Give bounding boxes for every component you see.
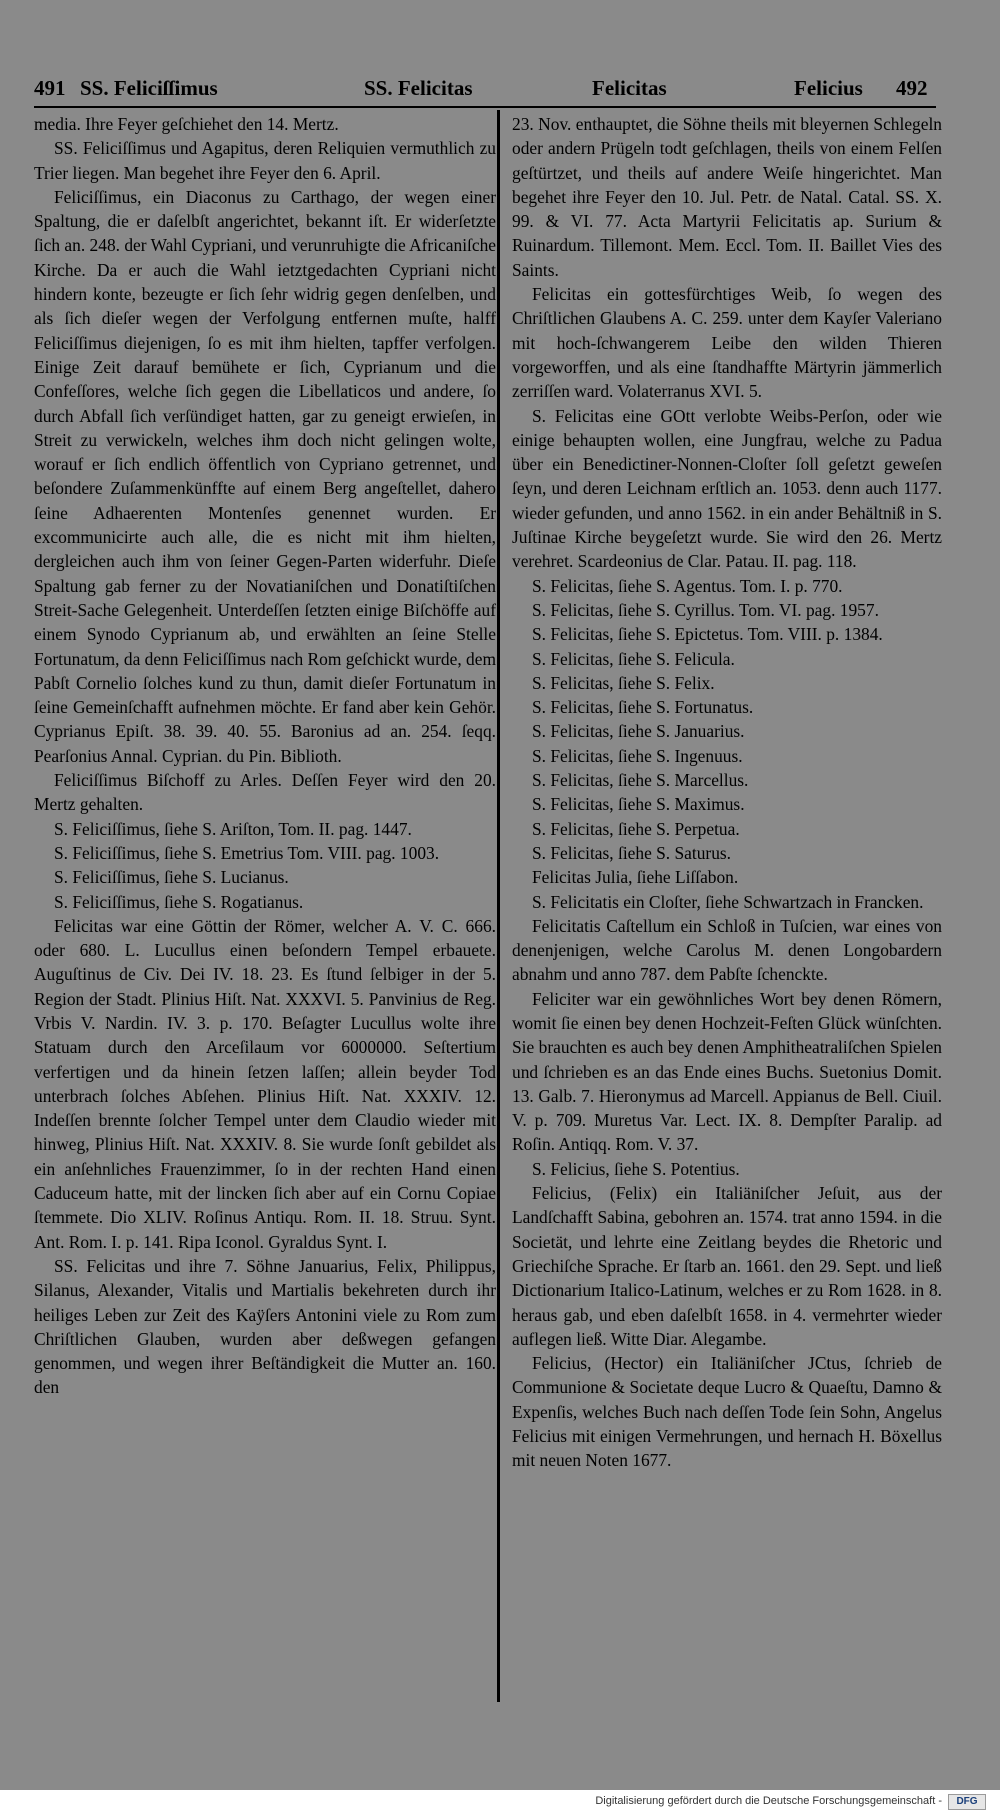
entry: S. Felicitas, ſiehe S. Perpetua. [532, 818, 740, 839]
entry: media. Ihre Feyer geſchiehet den 14. Mertz. [34, 114, 339, 134]
entry: Felicitas war eine Göttin der Römer, welcher A. V. C. 666. oder 680. L. Lucullus einen beſondern Tempel erbauete. Auguſtinus de Civ. Dei IV. 18. 23. Es ſtund ſelbiger in der 5. Region der Stadt. Plinius Hiſt. Nat. XXXVI. 5. Panvinius de Reg. Vrbis V. Nardin. IV. 3. p. 170. Beſagter Lucullus wolte ihre Statuam durch den Arceſilaum vor 6000000. Seſtertium verfertigen und da hinein ſetzen laſſen; allein beyder Tod unterbrach ſolches Abſehen. Plinius Hiſt. Nat. XXXIV. 12. Indeſſen brennte ſolcher Tempel unter dem Claudio wieder mit hinweg, Plinius Hiſt. Nat. XXXIV. 8. Sie wurde ſonſt gebildet als ein anſehnliches Frauenzimmer, ſo in der rechten Hand einen Caduceum hatte, mit der lincken ſich aber auf ein Cornu Copiae ſtemmete. Dio XLIV. Roſinus Antiqu. Rom. II. 18. Struu. Synt. Ant. Rom. I. p. 141. Ripa Iconol. Gyraldus Synt. I. [34, 915, 496, 1252]
entry: Feliciter war ein gewöhnliches Wort bey denen Römern, womit ſie einen bey denen Hochzeit-Feſten Glück wünſchten. Sie brauchten es auch bey denen Amphitheatraliſchen Spielen und ſchrieben es an das Ende eines Buchs. Suetonius Domit. 13. Galb. 7. Hieronymus ad Marcell. Appianus de Bell. Ciuil. V. p. 709. Muretus Var. Lect. IX. 8. Dempſter Paralip. ad Roſin. Antiqq. Rom. V. 37. [512, 988, 942, 1155]
entry: S. Feliciſſimus, ſiehe S. Rogatianus. [54, 891, 304, 912]
entry: S. Felicitas, ſiehe S. Fortunatus. [532, 697, 754, 718]
entry: Felicitas ein gottesfürchtiges Weib, ſo wegen des Chriſtlichen Glaubens A. C. 259. unter dem Kayſer Valeriano mit hoch-ſchwangerem Leibe den wilden Thieren vorgeworffen, und als eine ſtandhaffte Märtyrin jämmerlich zerriſſen ward. Volaterranus XVI. 5. [512, 284, 942, 402]
entry: SS. Feliciſſimus und Agapitus, deren Reliquien vermuthlich zu Trier liegen. Man begehet ihre Feyer den 6. April. [34, 138, 496, 183]
entry: S. Felicitas, ſiehe S. Saturus. [532, 842, 732, 863]
footer-bar [0, 1790, 1000, 1815]
page-number-left: 491 [34, 76, 66, 100]
entry: S. Felicitas, ſiehe S. Januarius. [532, 721, 745, 742]
entry: Feliciſſimus Biſchoff zu Arles. Deſſen Feyer wird den 20. Mertz gehalten. [34, 770, 496, 815]
entry: S. Felicitas, ſiehe S. Ingenuus. [532, 745, 743, 766]
entry: S. Felicitas, ſiehe S. Cyrillus. Tom. VI. pag. 1957. [532, 599, 879, 620]
running-head-right-1: Felicitas [592, 76, 667, 100]
dfg-logo: DFG [948, 1794, 986, 1810]
entry: Felicitatis Caſtellum ein Schloß in Tuſcien, war eines von denenjenigen, welche Carolus M. denen Longobardern abnahm und anno 787. dem Pabſte ſchenckte. [512, 915, 942, 985]
entry: S. Felicitas, ſiehe S. Maximus. [532, 794, 745, 815]
page-number-right: 492 [896, 76, 928, 100]
entry: S. Felicitas, ſiehe S. Felix. [532, 672, 715, 693]
left-column [34, 112, 496, 1400]
right-column [512, 112, 942, 1473]
entry: Feliciſſimus, ein Diaconus zu Carthago, der wegen einer Spaltung, die er daſelbſt angerichtet, bekannt iſt. Er widerſetzte ſich an. 248. der Wahl Cypriani, und verunruhigte die Africaniſche Kirche. Da er auch die Wahl ietztgedachten Cypriani nicht hindern konte, bezeugte er ſich ſehr widrig gegen denſelben, und als ſich dieſer wegen der Verfolgung entfernen muſte, halff Feliciſſimus diejenigen, ſo es mit ihm hielten, tapffer verfolgen. Einige Zeit darauf bemühete er ſich, Cyprianum und die Confeſſores, welche ſich gegen die Libellaticos und andere, ſo durch Abfall ſich verſündiget hatten, gar zu geneigt erwieſen, in Streit zu verwickeln, welches ihm doch nicht gelingen wolte, worauf er ſich endlich öffentlich von Cypriano getrennet, und beſondere Zuſammenkünffte auf einem Berg angeſtellet, dahero ſeine Adhaerenten Montenſes genennet wurden. Er excommunicirte auch alle, die es nicht mit ihm hielten, dergleichen auch ihm von ſeiner Gegen-Parten widerfuhr. Dieſe Spaltung gab ferner zu der Novatianiſchen und Donatiſtiſchen Streit-Sache Gelegenheit. Unterdeſſen ſetzten einige Biſchöffe auf einem Synodo Cyprianum ab, und erwählten an ſeine Stelle Fortunatum, da denn Feliciſſimus nach Rom geſchickt wurde, dem Pabſt Cornelio ſolches kund zu thun, damit dieſer Fortunatum in ſeine Gemeinſchafft aufnehmen möchte. Er fand aber kein Gehör. Cyprianus Epiſt. 38. 39. 40. 55. Baronius ad an. 254. ſeqq. Pearſonius Annal. Cyprian. du Pin. Biblioth. [34, 186, 496, 766]
entry: S. Felicius, ſiehe S. Potentius. [532, 1158, 740, 1179]
digitization-credit: Digitalisierung gefördert durch die Deutsche Forschungsgemeinschaft - [595, 1795, 942, 1807]
entry: S. Felicitas eine GOtt verlobte Weibs-Perſon, oder wie einige behaupten wollen, eine Jungfrau, welche zu Padua über ein Benedictiner-Nonnen-Cloſter ſoll geſetzt geweſen ſeyn, und deren Leichnam erſtlich an. 1053. denn auch 1177. wieder gefunden, und anno 1562. in ein ander Behältniß in S. Juſtinae Kirche beygeſetzt wurde. Sie wird den 26. Mertz verehret. Scardeonius de Clar. Patau. II. pag. 118. [512, 405, 942, 572]
header-rule [34, 106, 936, 108]
entry: Felicius, (Felix) ein Italiäniſcher Jeſuit, aus der Landſchafft Sabina, gebohren an. 1574. trat anno 1594. in die Societät, und lehrte eine Zeitlang beydes die Rhetoric und Griechiſche Sprache. Er ſtarb an. 1661. den 29. Sept. und ließ Dictionarium Italico-Latinum, welches er zu Rom 1628. in 8. heraus gab, und eben daſelbſt 1658. in 4. vermehrter wieder auflegen ließ. Witte Diar. Alegambe. [512, 1183, 942, 1349]
running-head [34, 74, 936, 108]
entry: S. Feliciſſimus, ſiehe S. Emetrius Tom. VIII. pag. 1003. [54, 842, 440, 863]
column-rule [497, 110, 500, 1702]
entry: S. Feliciſſimus, ſiehe S. Lucianus. [54, 867, 289, 888]
entry: S. Felicitas, ſiehe S. Felicula. [532, 648, 735, 669]
entry: S. Felicitas, ſiehe S. Marcellus. [532, 770, 749, 791]
running-head-left-2: SS. Felicitas [364, 76, 473, 100]
entry: S. Feliciſſimus, ſiehe S. Ariſton, Tom. II. pag. 1447. [54, 818, 412, 839]
running-head-right-2: Felicius [794, 76, 863, 100]
entry: Felicius, (Hector) ein Italiäniſcher JCtus, ſchrieb de Communione & Societate deque Lucro & Quaeſtu, Damno & Expenſis, welches Buch nach deſſen Tode ſein Sohn, Angelus Felicius mit einigen Vermehrungen, und hernach H. Böxellus mit neuen Noten 1677. [512, 1353, 942, 1471]
entry: S. Felicitas, ſiehe S. Agentus. Tom. I. p. 770. [532, 575, 843, 596]
entry: Felicitas Julia, ſiehe Liſſabon. [532, 867, 739, 888]
entry: SS. Felicitas und ihre 7. Söhne Januarius, Felix, Philippus, Silanus, Alexander, Vitalis und Martialis bekehreten durch ihr heiliges Leben zur Zeit des Kaÿſers Antonini viele zu Rom zum Chriſtlichen Glauben, wurden aber deßwegen gefangen genommen, und wegen ihrer Beſtändigkeit die Mutter an. 160. den [34, 1255, 496, 1398]
entry: S. Felicitas, ſiehe S. Epictetus. Tom. VIII. p. 1384. [532, 624, 883, 645]
entry: 23. Nov. enthauptet, die Söhne theils mit bleyernen Schlegeln oder andern Prügeln todt geſchlagen, theils von einem Felſen geſtürtzet, und theils auf andere Weiſe hingerichtet. Man begehet ihre Feyer den 10. Jul. Petr. de Natal. Catal. SS. X. 99. & VI. 77. Acta Martyrii Felicitatis ap. Surium & Ruinardum. Tillemont. Mem. Eccl. Tom. II. Baillet Vies des Saints. [512, 114, 942, 280]
entry: S. Felicitatis ein Cloſter, ſiehe Schwartzach in Francken. [532, 891, 924, 912]
running-head-left-1: SS. Feliciſſimus [80, 76, 218, 100]
